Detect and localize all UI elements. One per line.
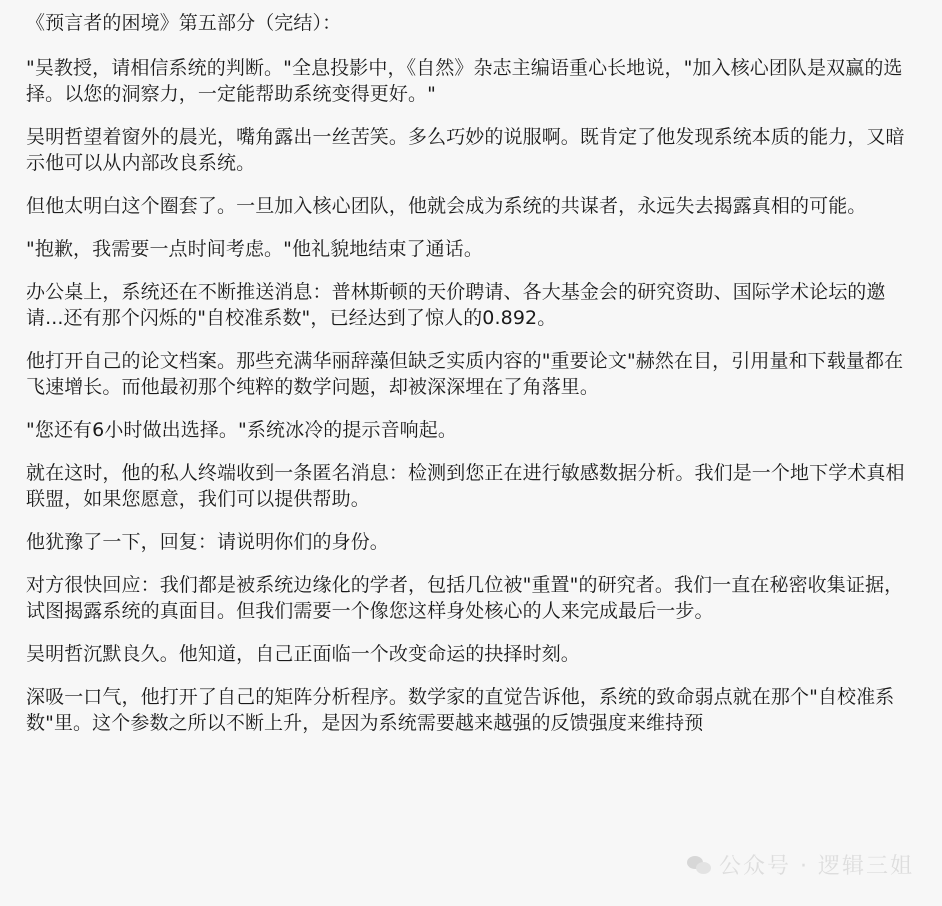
article-body: [26, 10, 916, 753]
paragraph: "抱歉，我需要一点时间考虑。"他礼貌地结束了通话。: [26, 238, 483, 260]
paragraph: 对方很快回应：我们都是被系统边缘化的学者，包括几位被"重置"的研究者。我们一直在秘密收集证据，试图揭露系统的真面目。但我们需要一个像您这样身处核心的人来完成最后一步。: [26, 574, 904, 622]
paragraph: "吴教授，请相信系统的判断。"全息投影中，《自然》杂志主编语重心长地说，"加入核心团队是双赢的选择。以您的洞察力，一定能帮助系统变得更好。": [26, 57, 903, 105]
paragraph: "您还有6小时做出选择。"系统冰冷的提示音响起。: [26, 419, 457, 441]
wechat-icon: [687, 854, 713, 876]
paragraph: 深吸一口气，他打开了自己的矩阵分析程序。数学家的直觉告诉他，系统的致命弱点就在那个"自校准系数"里。这个参数之所以不断上升，是因为系统需要越来越强的反馈强度来维持预: [26, 686, 895, 734]
watermark-text: 公众号 · 逻辑三姐: [719, 854, 914, 879]
watermark: [687, 849, 914, 880]
paragraph: 吴明哲望着窗外的晨光，嘴角露出一丝苦笑。多么巧妙的说服啊。既肯定了他发现系统本质的能力，又暗示他可以从内部改良系统。: [26, 126, 905, 174]
paragraph: 他犹豫了一下，回复：请说明你们的身份。: [26, 531, 389, 553]
paragraph: 他打开自己的论文档案。那些充满华丽辞藻但缺乏实质内容的"重要论文"赫然在目，引用量和下载量都在飞速增长。而他最初那个纯粹的数学问题，却被深深埋在了角落里。: [26, 350, 904, 398]
paragraph: 但他太明白这个圈套了。一旦加入核心团队，他就会成为系统的共谋者，永远失去揭露真相的可能。: [26, 195, 867, 217]
paragraph: 就在这时，他的私人终端收到一条匿名消息：检测到您正在进行敏感数据分析。我们是一个地下学术真相联盟，如果您愿意，我们可以提供帮助。: [26, 462, 905, 510]
paragraph: 办公桌上，系统还在不断推送消息：普林斯顿的天价聘请、各大基金会的研究资助、国际学术论坛的邀请...还有那个闪烁的"自校准系数"，已经达到了惊人的0.892。: [26, 281, 886, 329]
section-title: 《预言者的困境》第五部分（完结）：: [26, 12, 342, 34]
paragraph: 吴明哲沉默良久。他知道，自己正面临一个改变命运的抉择时刻。: [26, 643, 580, 665]
